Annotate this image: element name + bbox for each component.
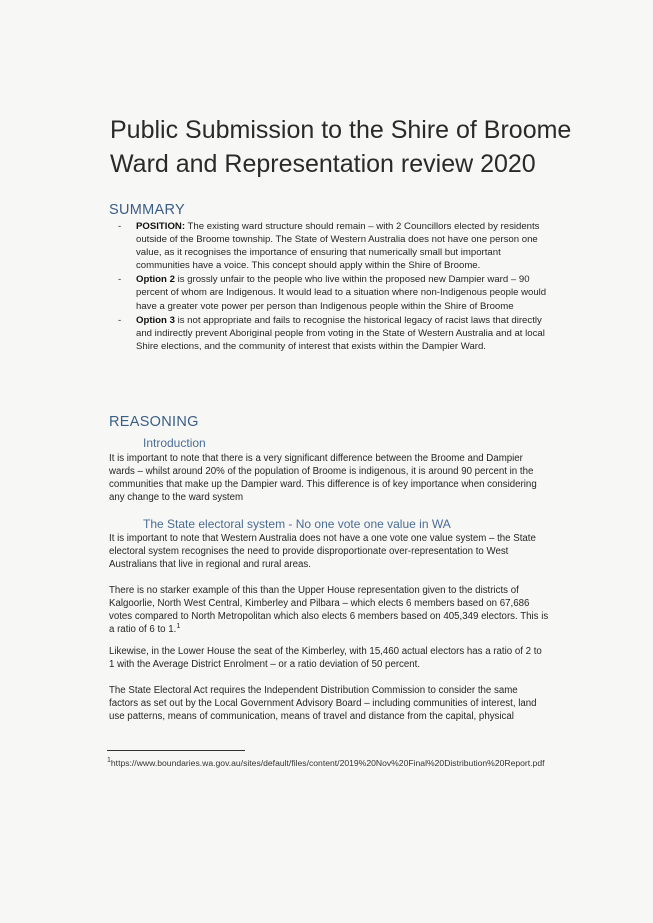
electoral-system-heading: The State electoral system - No one vote one value in WA [143,517,451,531]
summary-item-text: is not appropriate and fails to recognise the historical legacy of racist laws that directly and indirectly prevent Aboriginal people from voting in the State of Western Australia and at local Shire elections, and the community of interest that exists within the Dampier Ward. [136,314,545,352]
footnote-divider [107,750,245,751]
bullet-marker: - [118,221,122,232]
electoral-act-paragraph: The State Electoral Act requires the Independent Distribution Commission to consider the same factors as set out by the Local Government Advisory Board – including communities of interest, land use patterns, means of communication, means of travel and distance from the capital, physical [109,685,537,723]
summary-item-lead: Option 3 [136,314,175,326]
introduction-paragraph: It is important to note that there is a very significant difference between the Broome and Dampier wards – whilst around 20% of the population of Broome is indigenous, it is around 90 percent in the communities that make up the Dampier ward. This difference is of key importance when considering any change to the ward system [109,453,537,504]
bullet-marker: - [118,274,122,286]
summary-item-text: is grossly unfair to the people who live within the proposed new Dampier ward – 90 percent of whom are Indigenous. It would lead to a situation where non-Indigenous people would have a greater vote power per person than Indigenous people within the Shire of Broome [136,274,547,312]
summary-item-position [118,220,548,272]
lower-house-paragraph: Likewise, in the Lower House the seat of the Kimberley, with 15,460 actual electors has a ratio of 2 to 1 with the Average District Enrolment – or a ratio deviation of 50 percent. [109,646,542,671]
title-line-2: Ward and Representation review 2020 [110,150,536,178]
electoral-system-paragraph: It is important to note that Western Australia does not have a one vote one value system – the State electoral system recognises the need to provide disproportionate over-representation to West Australians that live in regional and rural areas. [109,533,536,571]
summary-item-lead: Option 2 [136,274,175,286]
upper-house-text: There is no starker example of this than the Upper House representation given to the districts of Kalgoorlie, North West Central, Kimberley and Pilbara – which elects 6 members based on 67,686 votes compared to North Metropolitan which also elects 6 members based on 405,349 electors. This is a ratio of 6 to 1. [109,585,549,636]
footnote [107,757,547,769]
page-title [110,113,630,181]
footnote-reference: 1 [176,623,181,631]
reasoning-heading: REASONING [109,414,199,430]
introduction-heading: Introduction [143,436,206,450]
bullet-marker: - [118,314,122,326]
summary-item-lead: POSITION: [136,221,186,232]
summary-item-text: The existing ward structure should remain – with 2 Councillors elected by residents outside of the Broome township. The State of Western Australia does not have one person one value, as it recognises the importance of ensuring that numerically small but important communities have a voice. This concept should apply within the Shire of Broome. [136,221,540,272]
footnote-url: https://www.boundaries.wa.gov.au/sites/default/files/content/2019%20Nov%20Final%20Distribution%20Report.pdf [110,758,545,768]
summary-item-option-2 [118,273,548,312]
upper-house-paragraph [109,584,549,636]
footnote-number: 1 [107,757,111,765]
title-line-1: Public Submission to the Shire of Broome [110,116,572,144]
summary-list [118,220,548,353]
summary-heading: SUMMARY [109,202,185,218]
summary-item-option-3 [118,314,548,353]
